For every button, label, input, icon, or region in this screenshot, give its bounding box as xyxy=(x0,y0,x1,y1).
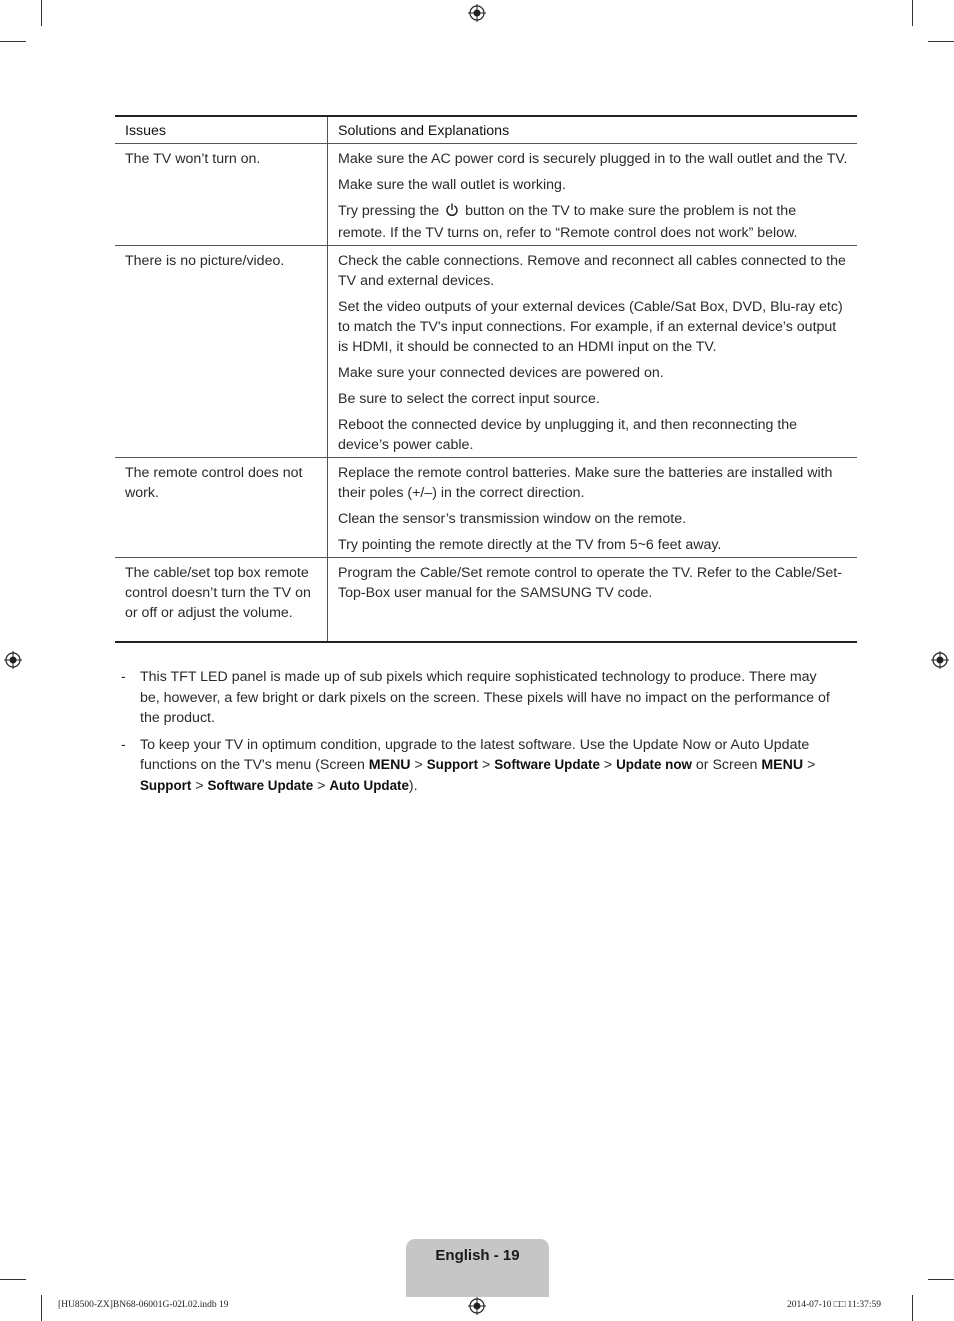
solution-text: Make sure the wall outlet is working. xyxy=(338,177,566,193)
solution-text: Make sure the AC power cord is securely plugged in to the wall outlet and the TV. xyxy=(338,151,848,167)
solution-text: Reboot the connected device by unplugging it, and then reconnecting the device’s power cable. xyxy=(338,417,798,453)
menu-path-separator: > xyxy=(410,757,427,773)
footer-file-name: [HU8500-ZX]BN68-06001G-02L02.indb 19 xyxy=(58,1300,229,1310)
solution-text-with-icon xyxy=(338,201,848,243)
crop-mark xyxy=(41,1295,42,1321)
table-row xyxy=(115,144,857,246)
header-solutions: Solutions and Explanations xyxy=(328,116,858,144)
crop-mark xyxy=(0,1279,26,1280)
menu-path-software-update: Software Update xyxy=(207,777,314,793)
menu-path-separator: > xyxy=(478,757,495,773)
power-icon xyxy=(445,203,459,223)
solution-text: Check the cable connections. Remove and reconnect all cables connected to the TV and external devices. xyxy=(338,253,846,289)
registration-mark-icon xyxy=(468,1297,486,1315)
issue-cell: The cable/set top box remote control doesn’t turn the TV on or off or adjust the volume. xyxy=(115,558,328,643)
note-item xyxy=(115,667,839,729)
solution-text: Make sure your connected devices are powered on. xyxy=(338,365,664,381)
note-item xyxy=(115,735,839,797)
solution-text: Try pointing the remote directly at the TV from 5~6 feet away. xyxy=(338,537,722,553)
note-dash: - xyxy=(121,736,126,753)
crop-mark xyxy=(928,1279,954,1280)
notes-section xyxy=(115,667,839,802)
note-dash: - xyxy=(121,669,126,685)
crop-mark xyxy=(41,0,42,26)
solution-cell xyxy=(328,246,858,458)
menu-path-separator: > xyxy=(599,757,617,773)
registration-mark-icon xyxy=(468,4,486,22)
issue-cell: There is no picture/video. xyxy=(115,246,328,458)
crop-mark xyxy=(912,0,913,26)
solution-text: Program the Cable/Set remote control to operate the TV. Refer to the Cable/Set-Top-Box user manual for the SAMSUNG TV code. xyxy=(338,565,842,601)
menu-path-support: Support xyxy=(140,777,192,793)
issue-cell: The TV won’t turn on. xyxy=(115,144,328,246)
registration-mark-icon xyxy=(931,651,949,669)
registration-mark-icon xyxy=(4,651,22,669)
note-text xyxy=(140,735,839,797)
crop-mark xyxy=(912,1295,913,1321)
menu-path-update-now: Update now xyxy=(616,757,692,772)
solution-text: Clean the sensor’s transmission window on the remote. xyxy=(338,511,687,527)
table-row xyxy=(115,458,857,558)
menu-path-menu: MENU xyxy=(368,757,411,773)
note-text: This TFT LED panel is made up of sub pixels which require sophisticated technology to produce. There may be, however, a few bright or dark pixels on the screen. These pixels will have no impact on the performance of the product. xyxy=(140,669,830,726)
menu-path-separator: > xyxy=(191,777,208,794)
table-row xyxy=(115,246,857,458)
solution-cell xyxy=(328,558,858,643)
note-text-part: To keep your TV in optimum condition, upgrade to the latest software. Use the Update Now or Auto Update functions on the TV's menu (Screen xyxy=(140,736,810,773)
menu-path-auto-update: Auto Update xyxy=(329,777,409,793)
menu-path-support: Support xyxy=(426,757,479,772)
table-header-row xyxy=(115,116,857,144)
note-text-part: or Screen xyxy=(691,757,762,773)
solution-cell xyxy=(328,144,858,246)
menu-path-separator: > xyxy=(803,757,816,773)
solution-text-part: Try pressing the xyxy=(338,203,440,219)
header-issues: Issues xyxy=(115,116,328,144)
solution-cell xyxy=(328,458,858,558)
note-text-part: ). xyxy=(408,777,418,794)
menu-path-software-update: Software Update xyxy=(494,757,600,772)
page-number-tab: English - 19 xyxy=(406,1239,549,1297)
crop-mark xyxy=(928,41,954,42)
footer-timestamp: 2014-07-10 □□ 11:37:59 xyxy=(787,1300,881,1310)
menu-path-separator: > xyxy=(313,777,330,794)
solution-text-part: button on the TV to make sure the problem is not the remote. If the TV turns on, refer to “Remote control does not work” below. xyxy=(338,203,798,241)
menu-path-menu: MENU xyxy=(761,757,804,773)
issue-cell: The remote control does not work. xyxy=(115,458,328,558)
solution-text: Set the video outputs of your external devices (Cable/Sat Box, DVD, Blu-ray etc) to match the TV's input connections. For example, if an external device’s output is HDMI, it should be connected to an HDMI input on the TV. xyxy=(338,299,843,355)
solution-text: Be sure to select the correct input source. xyxy=(338,391,600,407)
crop-mark xyxy=(0,41,26,42)
troubleshooting-table xyxy=(115,115,857,643)
table-row xyxy=(115,558,857,643)
solution-text: Replace the remote control batteries. Make sure the batteries are installed with their poles (+/–) in the correct direction. xyxy=(338,465,833,501)
